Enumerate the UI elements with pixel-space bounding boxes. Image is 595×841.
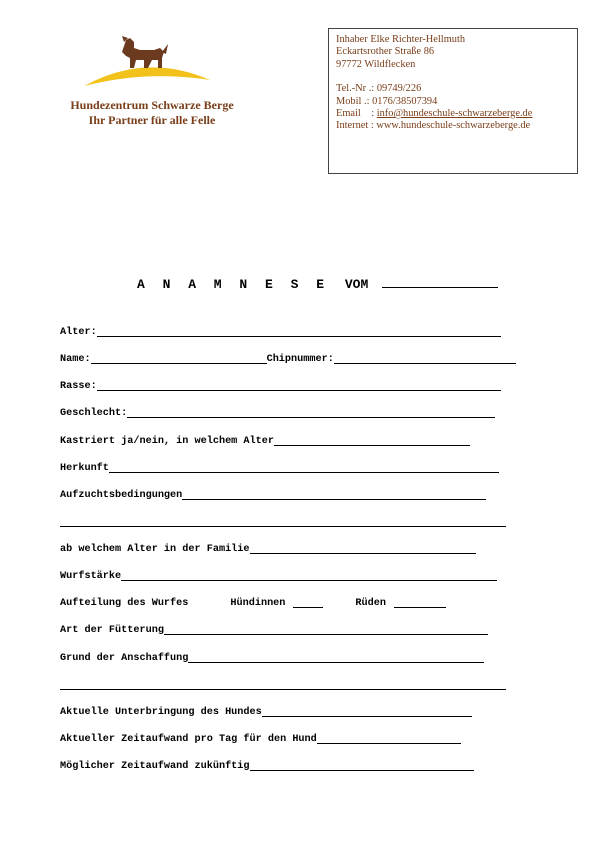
title-vom: VOM — [344, 277, 369, 292]
field-label: Name: — [60, 354, 91, 365]
field-anschaffung — [60, 650, 484, 664]
huendinnen-label: Hündinnen — [230, 598, 286, 609]
street-address: Eckartsrother Straße 86 — [336, 46, 435, 58]
field-geschlecht — [60, 405, 495, 419]
field-label: Alter: — [60, 327, 97, 338]
chipnummer-input-line[interactable] — [334, 363, 516, 364]
familie-input-line[interactable] — [250, 553, 476, 554]
email-label: Email : — [336, 108, 377, 120]
rasse-input-line[interactable] — [97, 390, 501, 391]
field-wurfstaerke — [60, 568, 497, 582]
field-alter — [60, 324, 501, 338]
field-label: Chipnummer: — [266, 354, 334, 365]
huendinnen-input-line[interactable] — [293, 607, 323, 608]
city-address: 97772 Wildflecken — [336, 58, 416, 70]
field-aufteilung — [60, 595, 446, 609]
wurfstaerke-input-line[interactable] — [121, 580, 497, 581]
name-input-line[interactable] — [91, 363, 267, 364]
alter-input-line[interactable] — [97, 336, 501, 337]
fuetterung-input-line[interactable] — [164, 634, 488, 635]
unterbringung-input-line[interactable] — [262, 716, 472, 717]
form-title — [137, 276, 498, 292]
brand-line-1: Hundezentrum Schwarze Berge — [70, 98, 234, 112]
field-label: Rasse: — [60, 381, 97, 392]
owner-name: Inhaber Elke Richter-Hellmuth — [336, 34, 466, 45]
anschaffung-extra-line[interactable] — [60, 689, 506, 690]
anschaffung-input-line[interactable] — [188, 662, 484, 663]
field-label: Aktuelle Unterbringung des Hundes — [60, 707, 262, 718]
field-label: Wurfstärke — [60, 571, 122, 582]
title-anamnese: A N A M N E S E — [137, 277, 330, 292]
email-link[interactable]: info@hundeschule-schwarzeberge.de — [376, 108, 533, 120]
field-label: Art der Fütterung — [60, 625, 164, 636]
field-label: Möglicher Zeitaufwand zukünftig — [60, 761, 250, 772]
field-label: ab welchem Alter in der Familie — [60, 544, 250, 555]
aufzucht-extra-line[interactable] — [60, 526, 506, 527]
field-label: Grund der Anschaffung — [60, 653, 189, 664]
contact-box — [328, 28, 578, 174]
aufzucht-input-line[interactable] — [182, 499, 486, 500]
website: Internet : www.hundeschule-schwarzeberge.de — [336, 120, 531, 132]
kastriert-input-line[interactable] — [274, 445, 470, 446]
field-herkunft — [60, 460, 499, 474]
field-familie — [60, 541, 476, 555]
field-rasse — [60, 378, 501, 392]
rueden-input-line[interactable] — [394, 607, 446, 608]
date-field[interactable] — [382, 276, 498, 288]
brand-slogan: Ihr Partner für alle Felle — [88, 113, 216, 127]
field-label: Aktueller Zeitaufwand pro Tag für den Hund — [60, 734, 317, 745]
field-label: Aufteilung des Wurfes — [60, 598, 189, 609]
field-fuetterung — [60, 622, 488, 636]
field-label: Aufzuchtsbedingungen — [60, 490, 183, 501]
field-name — [60, 351, 516, 365]
field-label: Kastriert ja/nein, in welchem Alter — [60, 436, 274, 447]
zukuenftig-input-line[interactable] — [250, 770, 474, 771]
herkunft-input-line[interactable] — [109, 472, 499, 473]
field-aufzucht — [60, 487, 486, 501]
geschlecht-input-line[interactable] — [127, 417, 495, 418]
field-zeitaufwand — [60, 731, 461, 745]
field-kastriert — [60, 433, 470, 447]
zeitaufwand-input-line[interactable] — [317, 743, 461, 744]
mobile-number: Mobil .: 0176/38507394 — [336, 95, 438, 107]
rueden-label: Rüden — [355, 598, 386, 609]
phone-number: Tel.-Nr .: 09749/226 — [336, 83, 422, 95]
email-row — [336, 108, 577, 120]
field-zukuenftig — [60, 758, 474, 772]
field-label: Geschlecht: — [60, 408, 128, 419]
field-unterbringung — [60, 704, 472, 718]
field-label: Herkunft — [60, 463, 109, 474]
dog-logo-icon — [82, 34, 222, 90]
brand-name — [52, 98, 252, 128]
